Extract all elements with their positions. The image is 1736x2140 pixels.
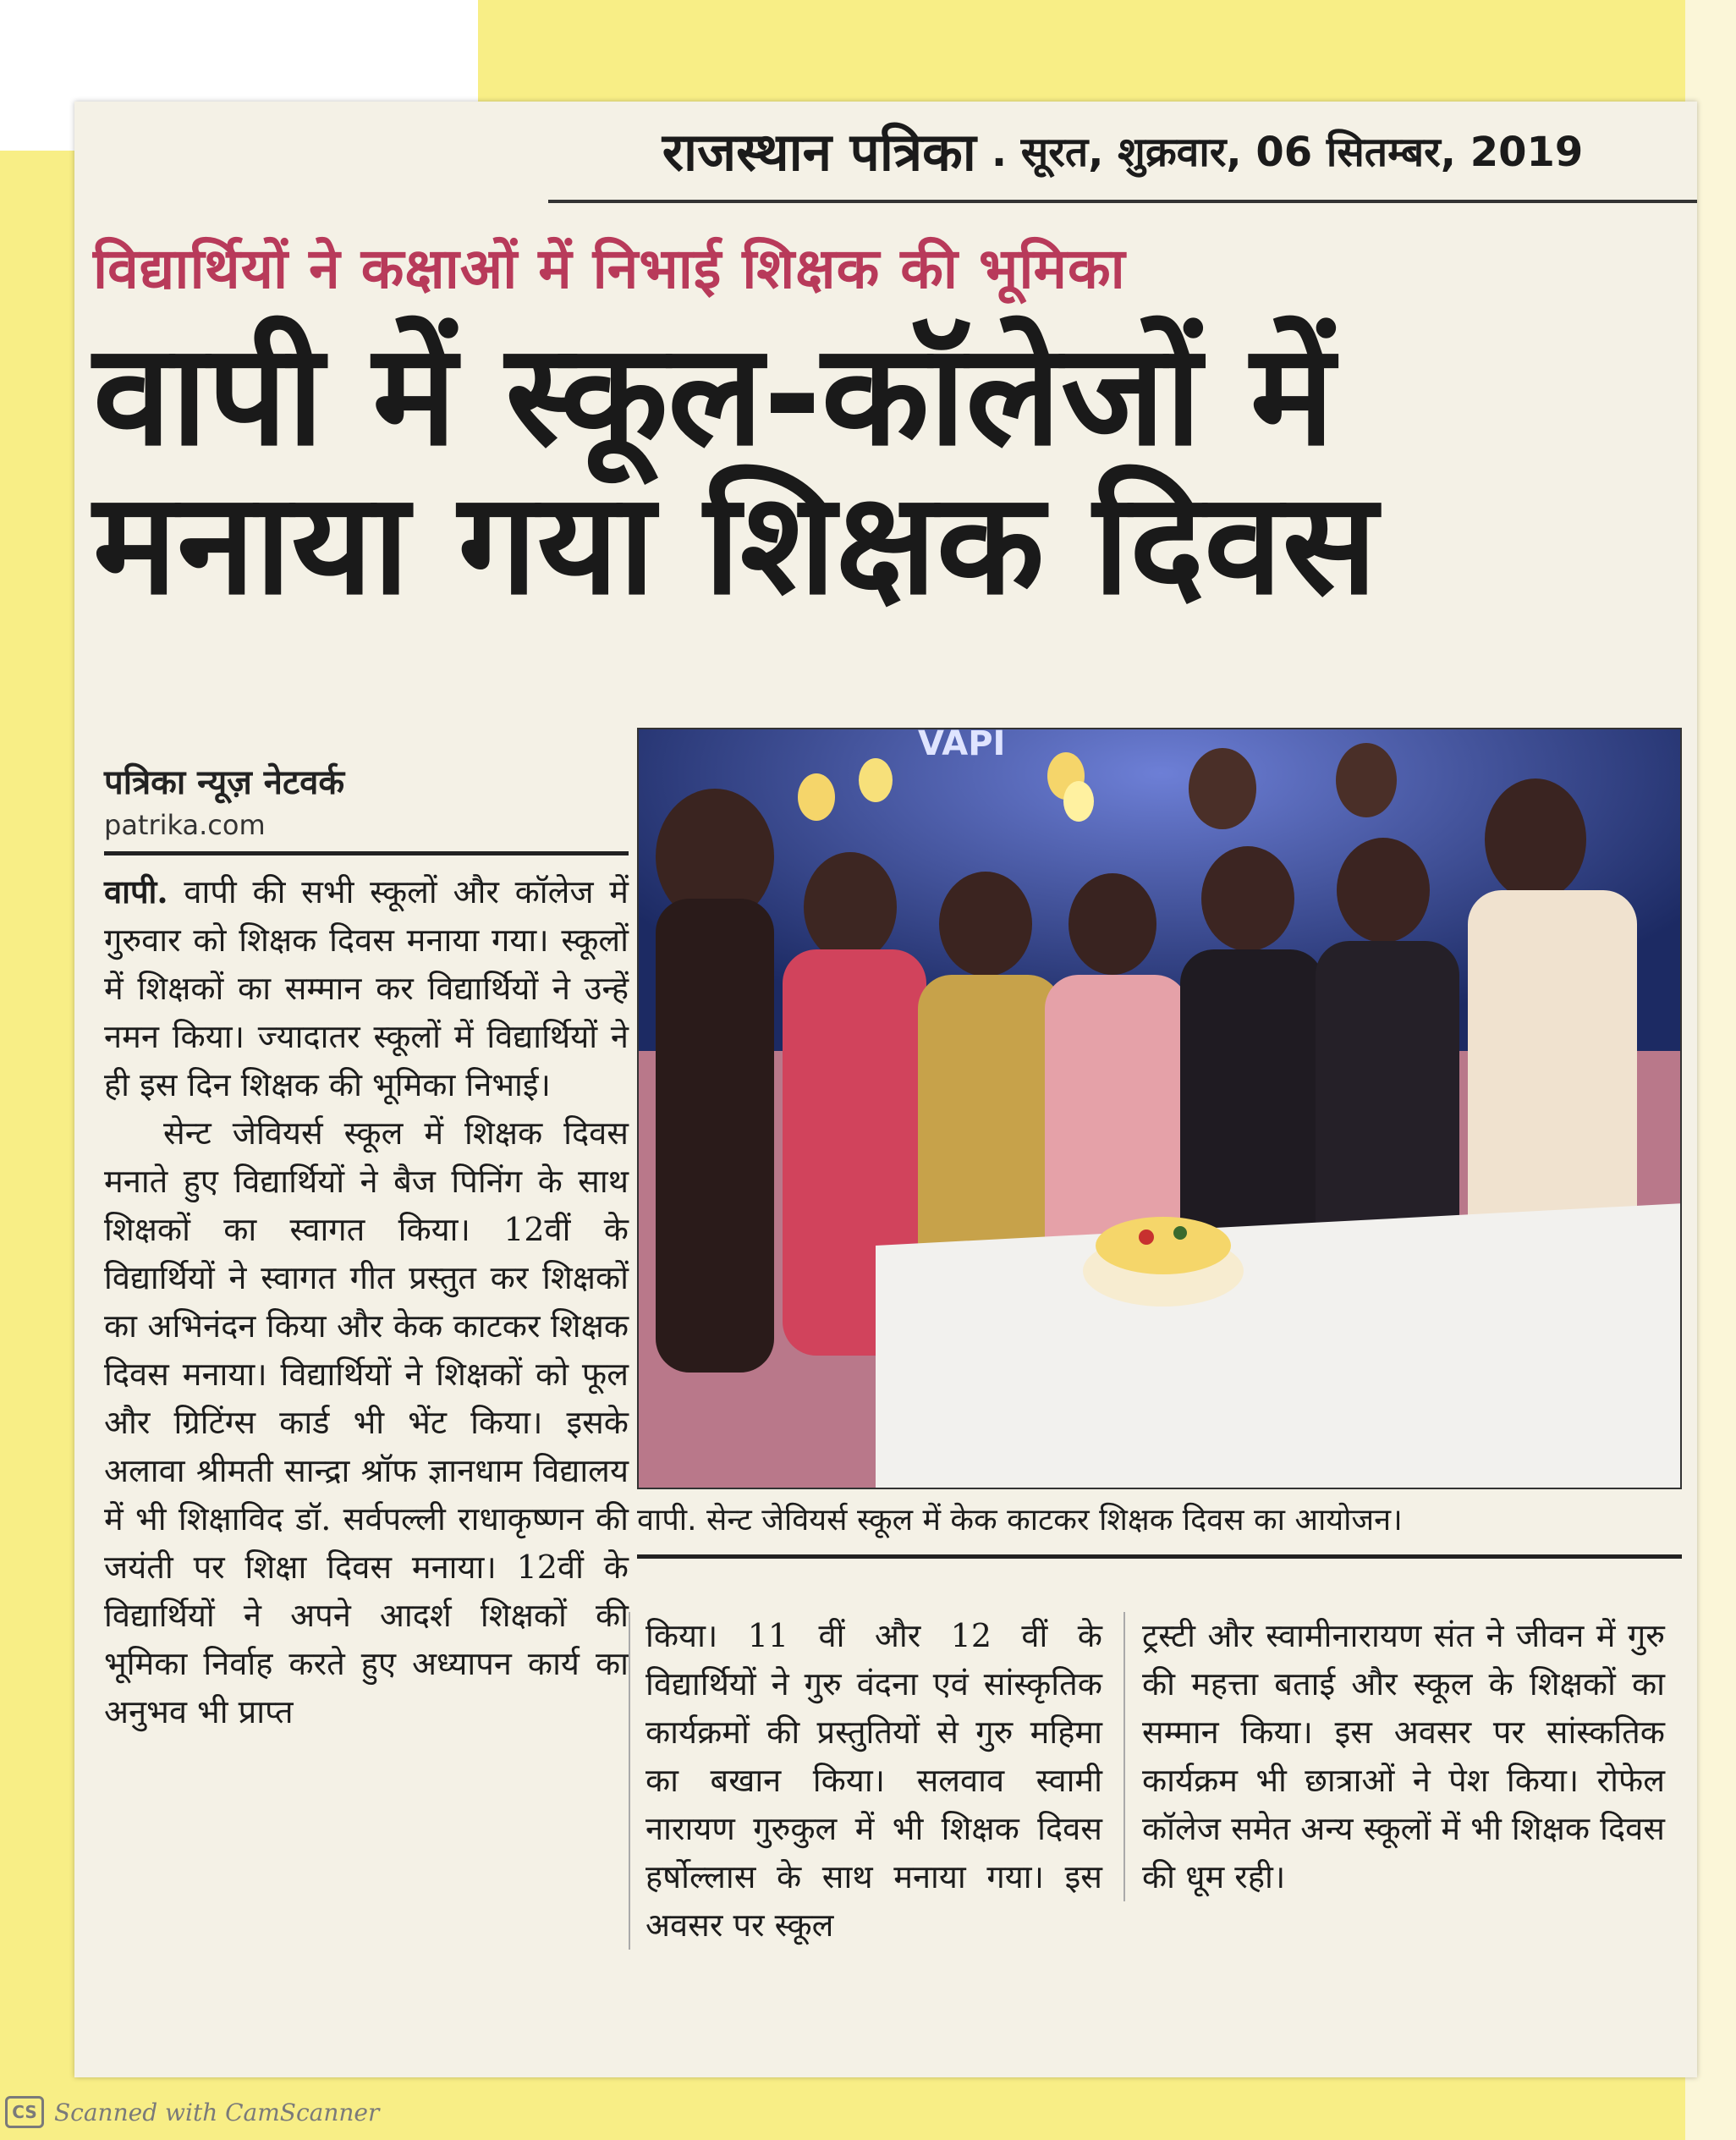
article-kicker: विद्यार्थियों ने कक्षाओं में निभाई शिक्षक की भूमिका xyxy=(93,236,1126,301)
article-headline xyxy=(93,314,1684,626)
photo-caption: वापी. सेन्ट जेवियर्स स्कूल में केक काटकर शिक्षक दिवस का आयोजन। xyxy=(637,1498,1682,1559)
article-column-3 xyxy=(1123,1612,1665,1901)
photo-illustration xyxy=(639,729,1682,1489)
column-2-text: किया। 11 वीं और 12 वीं के विद्यार्थियों ने गुरु वंदना एवं सांस्कृतिक कार्यक्रमों की प्रस्तुतियों से गुरु महिमा का बखान किया। सलवाव स्वामी नारायण गुरुकुल में भी शिक्षक दिवस हर्षोल्लास के साथ मनाया गया। इस अवसर पर स्कूल xyxy=(646,1617,1102,1944)
article-photo xyxy=(637,728,1682,1489)
article-column-2 xyxy=(629,1612,1102,1950)
camscanner-logo: CS xyxy=(5,2096,44,2128)
scanner-text: Scanned with CamScanner xyxy=(54,2098,380,2126)
paragraph-2: सेन्ट जेवियर्स स्कूल में शिक्षक दिवस मनाते हुए विद्यार्थियों ने बैज पिनिंग के साथ शिक्षकों का स्वागत किया। 12वीं के विद्यार्थियों ने स्वागत गीत प्रस्तुत कर शिक्षकों का अभिनंदन किया और केक काटकर शिक्षक दिवस मनाया। विद्यार्थियों ने शिक्षकों को फूल और ग्रिटिंग्स कार्ड भी भेंट किया। इसके अलावा श्रीमती सान्द्रा श्रॉफ ज्ञानधाम विद्यालय में भी शिक्षाविद डॉ. सर्वपल्ली राधाकृष्णन की जयंती पर शिक्षा दिवस मनाया। 12वीं के विद्यार्थियों ने अपने आदर्श शिक्षकों की भूमिका निर्वाह करते हुए अध्यापन कार्य का अनुभव भी प्राप्त xyxy=(104,1114,629,1730)
table-surface xyxy=(876,1203,1682,1489)
column-3-text: ट्रस्टी और स्वामीनारायण संत ने जीवन में गुरु की महत्ता बताई और स्कूल के शिक्षकों का सम्मान किया। इस अवसर पर सांस्कतिक कार्यक्रम भी छात्राओं ने पेश किया। रोफेल कॉलेज समेत अन्य स्कूलों में भी शिक्षक दिवस की धूम रही। xyxy=(1142,1617,1665,1895)
photo-banner-text: VAPI xyxy=(918,729,1006,763)
article-dateline: वापी. xyxy=(104,872,168,910)
headline-line-2: मनाया गया शिक्षक दिवस xyxy=(93,462,1377,626)
headline-line-1: वापी में स्कूल-कॉलेजों में xyxy=(93,314,1335,477)
balloon-icon xyxy=(798,773,835,821)
article-column-1 xyxy=(104,867,629,1736)
byline-network: पत्रिका न्यूज़ नेटवर्क xyxy=(104,763,345,802)
byline-site: patrika.com xyxy=(104,809,266,841)
balloon-icon xyxy=(1063,781,1094,822)
newspaper-name: राजस्थान पत्रिका xyxy=(662,121,976,183)
paragraph-1 xyxy=(104,867,629,1109)
masthead-dateline: . सूरत, शुक्रवार, 06 सितम्बर, 2019 xyxy=(991,128,1584,176)
byline xyxy=(104,757,629,855)
scanner-watermark xyxy=(5,2092,379,2132)
balloon-icon xyxy=(859,758,893,802)
masthead xyxy=(548,102,1697,203)
paragraph-1-text: वापी की सभी स्कूलों और कॉलेज में गुरुवार को शिक्षक दिवस मनाया गया। स्कूलों में शिक्षकों का सम्मान कर विद्यार्थियों ने उन्हें नमन किया। ज्यादातर स्कूलों में विद्यार्थियों ने ही इस दिन शिक्षक की भूमिका निभाई। xyxy=(104,873,629,1103)
newspaper-clipping xyxy=(74,102,1697,2077)
